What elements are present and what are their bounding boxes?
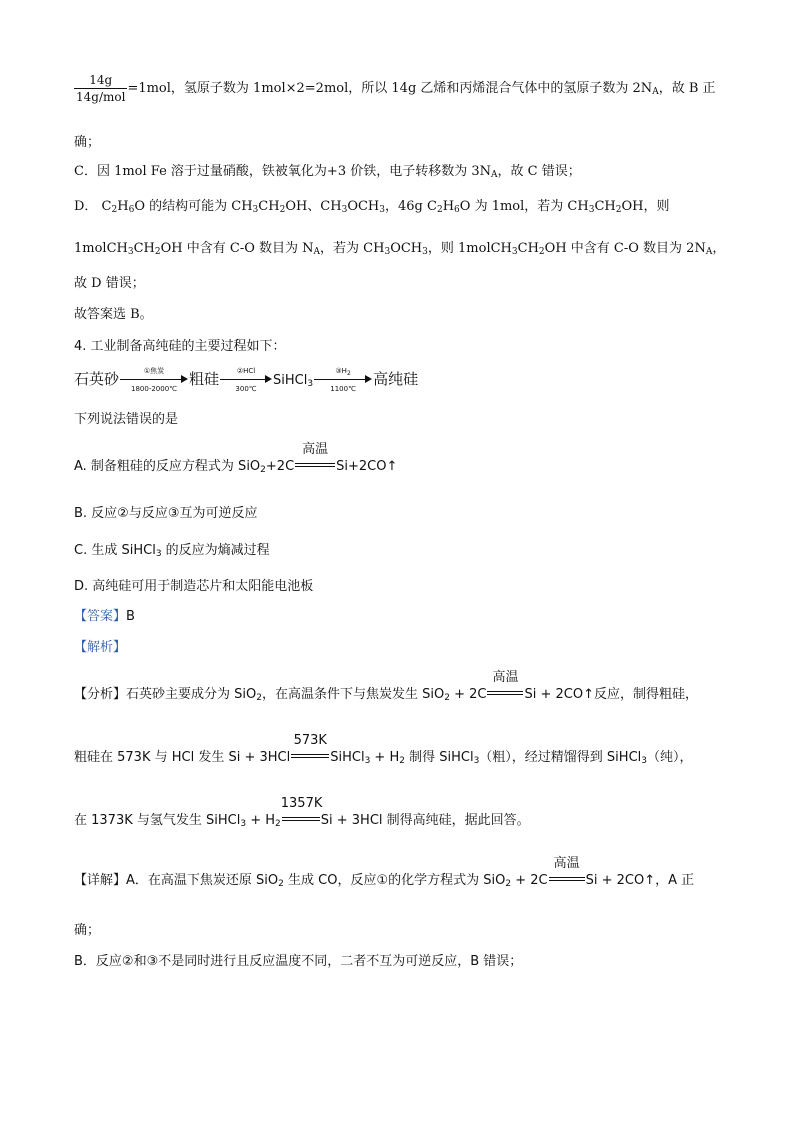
analysis-line-3: 在 1373K 与氢气发生 SiHCl$_3$ + $H_2$ 1357K Si + 3HCl 制得高纯硅，据此回答。 [74,796,530,829]
reaction-condition: 高温 [294,458,336,476]
line-answer-b: 故答案选 B。 [74,307,153,322]
line-option-d-explain-2: $1molCH_3CH_2OH$ 中含有 C-O 数目为 $N_A$，若为 $CH_3OCH_3$，则 $1molCH_3CH_2OH$ 中含有 C-O 数目为 $2N_A$， [74,241,726,257]
analysis-line-1: 【分析】石英砂主要成分为 SiO$_2$，在高温条件下与焦炭发生 SiO$_2$ + 2C 高温 Si + 2CO↑反应，制得粗硅， [74,670,698,703]
detail-line-3: B．反应②和③不是同时进行且反应温度不同，二者不互为可逆反应，B 错误； [74,954,523,969]
question-prompt: 下列说法错误的是 [74,412,179,427]
option-b: B. 反应②与反应③互为可逆反应 [74,506,258,521]
answer-line [74,608,135,626]
line-option-c-explain: C．因 1mol Fe 溶于过量硝酸，铁被氧化为+3 价铁，电子转移数为 $3N_A$，故 C 错误； [74,164,581,180]
detail-line-2: 确； [74,923,101,938]
arrow-icon: ②HCl 300℃ [220,366,272,394]
flow-crude-silicon: 粗硅 [189,370,220,388]
answer-value: B [126,609,135,624]
question-4-title: 4. 工业制备高纯硅的主要过程如下： [74,339,286,354]
option-a: A. 制备粗硅的反应方程式为 SiO$_2$+2C 高温 Si+2CO↑ [74,442,398,475]
analysis-line-2: 粗硅在 573K 与 HCl 发生 Si + 3HCl 573K SiHCl$_3$ + $H_2$ 制得 SiHCl$_3$（粗），经过精馏得到 SiHCl$_3$（纯）， [74,733,693,766]
answer-label: 【答案】 [74,609,127,624]
detail-line-1: 【详解】A．在高温下焦炭还原 SiO$_2$ 生成 CO，反应①的化学方程式为 SiO$_2$ + 2C 高温 Si + 2CO↑，A 正 [74,856,695,889]
flow-quartz-sand: 石英砂 [74,370,120,388]
reaction-condition: 573K [290,749,330,767]
arrow-icon: $\frac{③H_2}{1100℃}$ [314,366,372,394]
flow-sihcl3: SiHCl$_3$ [273,373,314,389]
option-c: C. 生成 SiHCl$_3$ 的反应为熵减过程 [74,543,270,559]
fraction: $\frac{14g}{\text{14g/mol}}$ [76,73,126,104]
flow-pure-silicon: 高纯硅 [373,370,419,388]
line-hydrogen-atoms: $\frac{14g}{\text{14g/mol}}$ =1mol，氢原子数为 1mol×2=2mol，所以 14g 乙烯和丙烯混合气体中的氢原子数为 $2N_A$，故 B 正 [76,73,716,104]
reaction-condition: 1357K [281,812,321,830]
analysis-label: 【解析】 [74,640,127,655]
process-flow [74,364,418,394]
line-option-d-explain-1: D． $C_2H_6O$ 的结构可能为 $CH_3CH_2OH$、$CH_3OCH_3$，46g $C_2H_6O$ 为 1mol，若为 $CH_3CH_2OH$，则 [74,199,670,215]
reaction-condition: 高温 [486,686,524,704]
reaction-condition: 高温 [548,872,586,890]
line-d-wrong: 故 D 错误； [74,276,145,291]
option-d: D. 高纯硅可用于制造芯片和太阳能电池板 [74,579,314,594]
arrow-icon: ①焦炭 1800-2000℃ [120,366,188,394]
line-correct: 确； [74,135,101,150]
